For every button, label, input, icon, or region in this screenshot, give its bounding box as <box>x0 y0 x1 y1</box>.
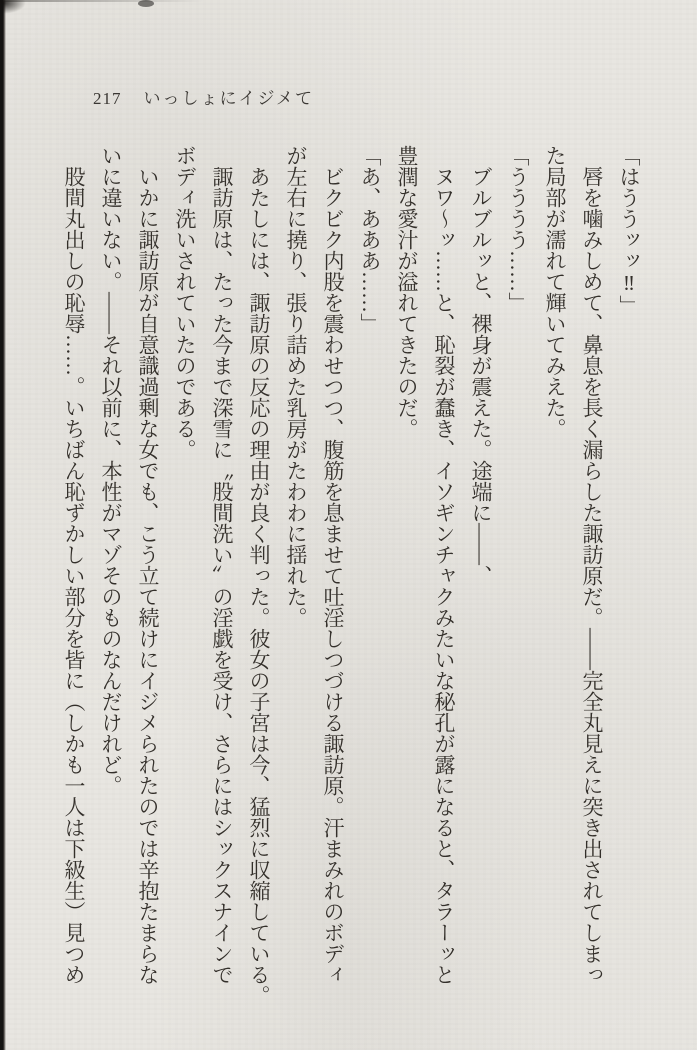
text-column-14: いかに諏訪原が自意識過剰な女でも、こう立て続けにイジメられたのでは辛抱たまらな <box>136 166 160 985</box>
running-header <box>93 84 314 109</box>
text-column-7: 豊潤な愛汁が溢れてきたのだ。 <box>395 145 419 439</box>
text-column-9: ビクビク内股を震わせつつ、腹筋を息ませて吐淫しつづける諏訪原。汗まみれのボディ <box>321 166 345 985</box>
text-column-1: 「はううッッ‼」 <box>617 145 641 316</box>
text-column-11: あたしには、諏訪原の反応の理由が良く判った。彼女の子宮は今、猛烈に収縮している。 <box>247 166 271 1006</box>
text-column-5: ブルブルッと、裸身が震えた。途端に――、 <box>469 166 493 586</box>
text-column-13: ボディ洗いされていたのである。 <box>173 145 197 460</box>
text-body <box>55 145 647 1006</box>
text-column-6: ヌワ〜ッ……と、恥裂が蠢き、イソギンチャクみたいな秘孔が露になると、タラーッと <box>432 166 456 985</box>
text-column-15: いに違いない。――それ以前に、本性がマゾそのものなんだけれど。 <box>99 145 123 796</box>
page-edge-shadow <box>0 0 6 1050</box>
text-column-4: 「うううう……」 <box>506 145 530 313</box>
text-column-12: 諏訪原は、たった今まで深雪に〝股間洗い〟の淫戯を受け、さらにはシックスナインで <box>210 166 234 985</box>
scan-artifact-corner <box>0 0 26 14</box>
scan-artifact-top-line <box>4 0 204 2</box>
text-column-10: が左右に撓り、張り詰めた乳房がたわわに揺れた。 <box>284 145 308 628</box>
text-column-16: 股間丸出しの恥辱……。いちばん恥ずかしい部分を皆に（しかも一人は下級生）見つめ <box>62 166 86 985</box>
page-number: 217 <box>93 89 122 108</box>
text-column-3: た局部が濡れて輝いてみえた。 <box>543 145 567 439</box>
running-title: いっしょにイジメて <box>143 89 314 108</box>
text-column-2: 唇を噛みしめて、鼻息を長く漏らした諏訪原だ。――完全丸見えに突き出されてしまっ <box>580 166 604 985</box>
text-column-8: 「あ、あああ……」 <box>358 145 382 334</box>
